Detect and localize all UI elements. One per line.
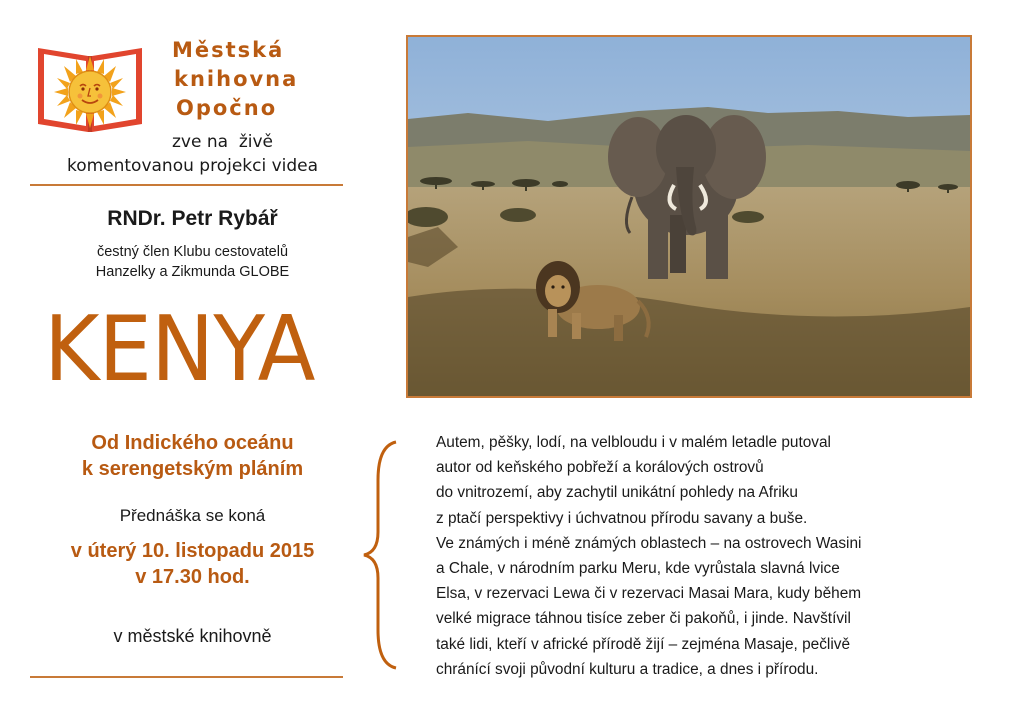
event-date	[30, 538, 355, 590]
speaker-description	[30, 242, 355, 282]
event-subtitle	[30, 430, 355, 482]
description-line: Ve známých i méně známých oblastech – na ostrovech Wasini	[436, 534, 862, 552]
description-line: Elsa, v rezervaci Lewa či v rezervaci Masai Mara, kudy během	[436, 585, 862, 603]
elephant-and-lion-photo	[406, 35, 972, 398]
speaker-description-line: čestný člen Klubu cestovatelů	[96, 244, 289, 260]
divider	[30, 184, 343, 186]
description-line: Autem, pěšky, lodí, na velbloudu i v malém letadle putoval	[436, 434, 831, 451]
description-line: chránící svoji původní kulturu a tradice, a dnes i přírodu.	[436, 660, 819, 678]
lecture-label: Přednáška se koná	[119, 506, 266, 525]
event-title: KENYA	[44, 297, 315, 402]
subtitle-line: Od Indického oceánu	[91, 432, 294, 454]
description-line: do vnitrozemí, aby zachytil unikátní pohledy na Afriku	[436, 484, 798, 502]
description-line: a Chale, v národním parku Meru, kde vyrůstala slavná lvice	[436, 560, 840, 578]
invite-line: zve na živě	[171, 132, 273, 152]
description-line: autor od keňského pobřeží a korálových ostrovů	[436, 459, 764, 477]
library-logo-icon	[34, 42, 146, 136]
description-line: z ptačí perspektivy i úchvatnou přírodu savany a buše.	[436, 509, 808, 527]
library-name-line: Městská	[172, 38, 285, 62]
event-venue: v městské knihovně	[113, 626, 272, 646]
divider	[30, 676, 343, 678]
invite-line: komentovanou projekci videa	[66, 156, 319, 176]
event-date-line: v úterý 10. listopadu 2015	[70, 540, 315, 562]
library-name	[172, 36, 298, 123]
savanna-photo-icon	[408, 37, 970, 396]
library-name-line: knihovna	[174, 67, 299, 91]
speaker-name: RNDr. Petr Rybář	[107, 207, 278, 230]
library-name-line: Opočno	[176, 96, 278, 120]
speaker-description-line: Hanzelky a Zikmunda GLOBE	[95, 264, 290, 280]
event-time-line: v 17.30 hod.	[135, 566, 250, 588]
invite-text	[30, 130, 355, 178]
description-line: také lidi, kteří v africké přírodě žijí – zejména Masaje, pečlivě	[436, 635, 851, 653]
subtitle-line: k serengetským pláním	[81, 458, 304, 480]
event-description	[436, 430, 996, 682]
curly-brace-icon	[360, 440, 400, 670]
description-line: velké migrace táhnou tisíce zeber či pakoňů, i jinde. Navštívil	[436, 610, 851, 628]
